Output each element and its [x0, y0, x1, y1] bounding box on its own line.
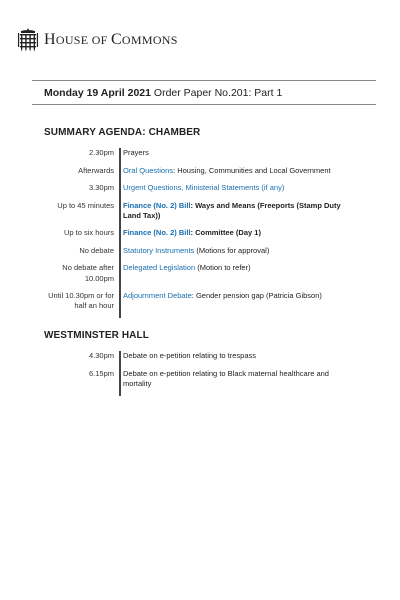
house-name-initial-2: C — [110, 31, 122, 48]
chamber-heading: SUMMARY AGENDA: CHAMBER — [44, 127, 201, 138]
agenda-description — [123, 201, 349, 222]
agenda-time: 6.15pm — [88, 368, 114, 378]
house-name-part-1: OUSE OF — [55, 33, 111, 47]
agenda-description — [123, 228, 349, 239]
agenda-text: : Housing, Communities and Local Government — [173, 165, 331, 175]
agenda-row — [44, 291, 364, 317]
agenda-description — [123, 263, 349, 274]
agenda-description — [123, 369, 349, 390]
agenda-link[interactable]: Statutory Instruments — [123, 245, 195, 255]
agenda-link[interactable]: Adjournment Debate — [123, 290, 192, 300]
agenda-divider — [119, 351, 121, 396]
agenda-description — [123, 183, 349, 194]
agenda-description — [123, 166, 349, 177]
agenda-time: No debate — [79, 245, 114, 255]
agenda-description — [123, 351, 349, 362]
agenda-description — [123, 148, 349, 159]
agenda-time: Afterwards — [78, 165, 114, 175]
agenda-time: Until 10.30pm or for half an hour — [48, 290, 114, 310]
agenda-time: Up to six hours — [63, 228, 114, 237]
house-name — [44, 31, 178, 49]
agenda-text: : Gender pension gap (Patricia Gibson) — [191, 290, 322, 300]
order-paper-date: Monday 19 April 2021 — [44, 87, 151, 99]
agenda-link[interactable]: Delegated Legislation — [123, 263, 196, 272]
agenda-text: Prayers — [123, 148, 149, 157]
agenda-text: Debate on e-petition relating to Black maternal healthcare and mortality — [123, 368, 329, 388]
agenda-row — [44, 166, 364, 182]
agenda-row — [44, 148, 364, 164]
order-paper-title: Order Paper No.201: Part 1 — [153, 87, 283, 99]
agenda-row — [44, 351, 364, 367]
agenda-row — [44, 183, 364, 199]
westminster-agenda — [44, 351, 364, 396]
agenda-description — [123, 291, 349, 302]
agenda-row — [44, 369, 364, 395]
agenda-text: (Motion to refer) — [195, 263, 251, 272]
agenda-link[interactable]: Finance (No. 2) Bill — [123, 228, 191, 237]
agenda-time: 3.30pm — [88, 183, 114, 192]
agenda-time: No debate after 10.00pm — [62, 263, 114, 283]
house-name-part-2: OMMONS — [121, 33, 178, 47]
agenda-link[interactable]: Urgent Questions, Ministerial Statements (if any) — [123, 183, 285, 192]
agenda-link[interactable]: Finance (No. 2) Bill — [123, 200, 191, 210]
westminster-heading: WESTMINSTER HALL — [44, 330, 149, 341]
portcullis-icon — [18, 28, 38, 52]
agenda-link[interactable]: Oral Questions — [123, 165, 174, 175]
top-rule — [32, 80, 376, 81]
agenda-time: 2.30pm — [88, 148, 114, 157]
agenda-row — [44, 263, 364, 289]
agenda-text: : Committee (Day 1) — [190, 228, 261, 237]
house-name-initial-1: H — [44, 31, 56, 48]
house-of-commons-header — [18, 28, 178, 52]
order-paper-line — [44, 87, 282, 99]
agenda-text: : Ways and Means (Freeports (Stamp Duty Land Tax)) — [123, 200, 341, 220]
agenda-row — [44, 246, 364, 262]
agenda-description — [123, 246, 349, 257]
agenda-text: (Motions for approval) — [194, 245, 270, 255]
agenda-divider — [119, 148, 121, 318]
agenda-text: Debate on e-petition relating to trespass — [123, 351, 256, 360]
agenda-time: 4.30pm — [88, 351, 114, 360]
agenda-row — [44, 228, 364, 244]
bottom-rule — [32, 104, 376, 105]
agenda-row — [44, 201, 364, 227]
agenda-time: Up to 45 minutes — [57, 200, 114, 210]
chamber-agenda — [44, 148, 364, 318]
